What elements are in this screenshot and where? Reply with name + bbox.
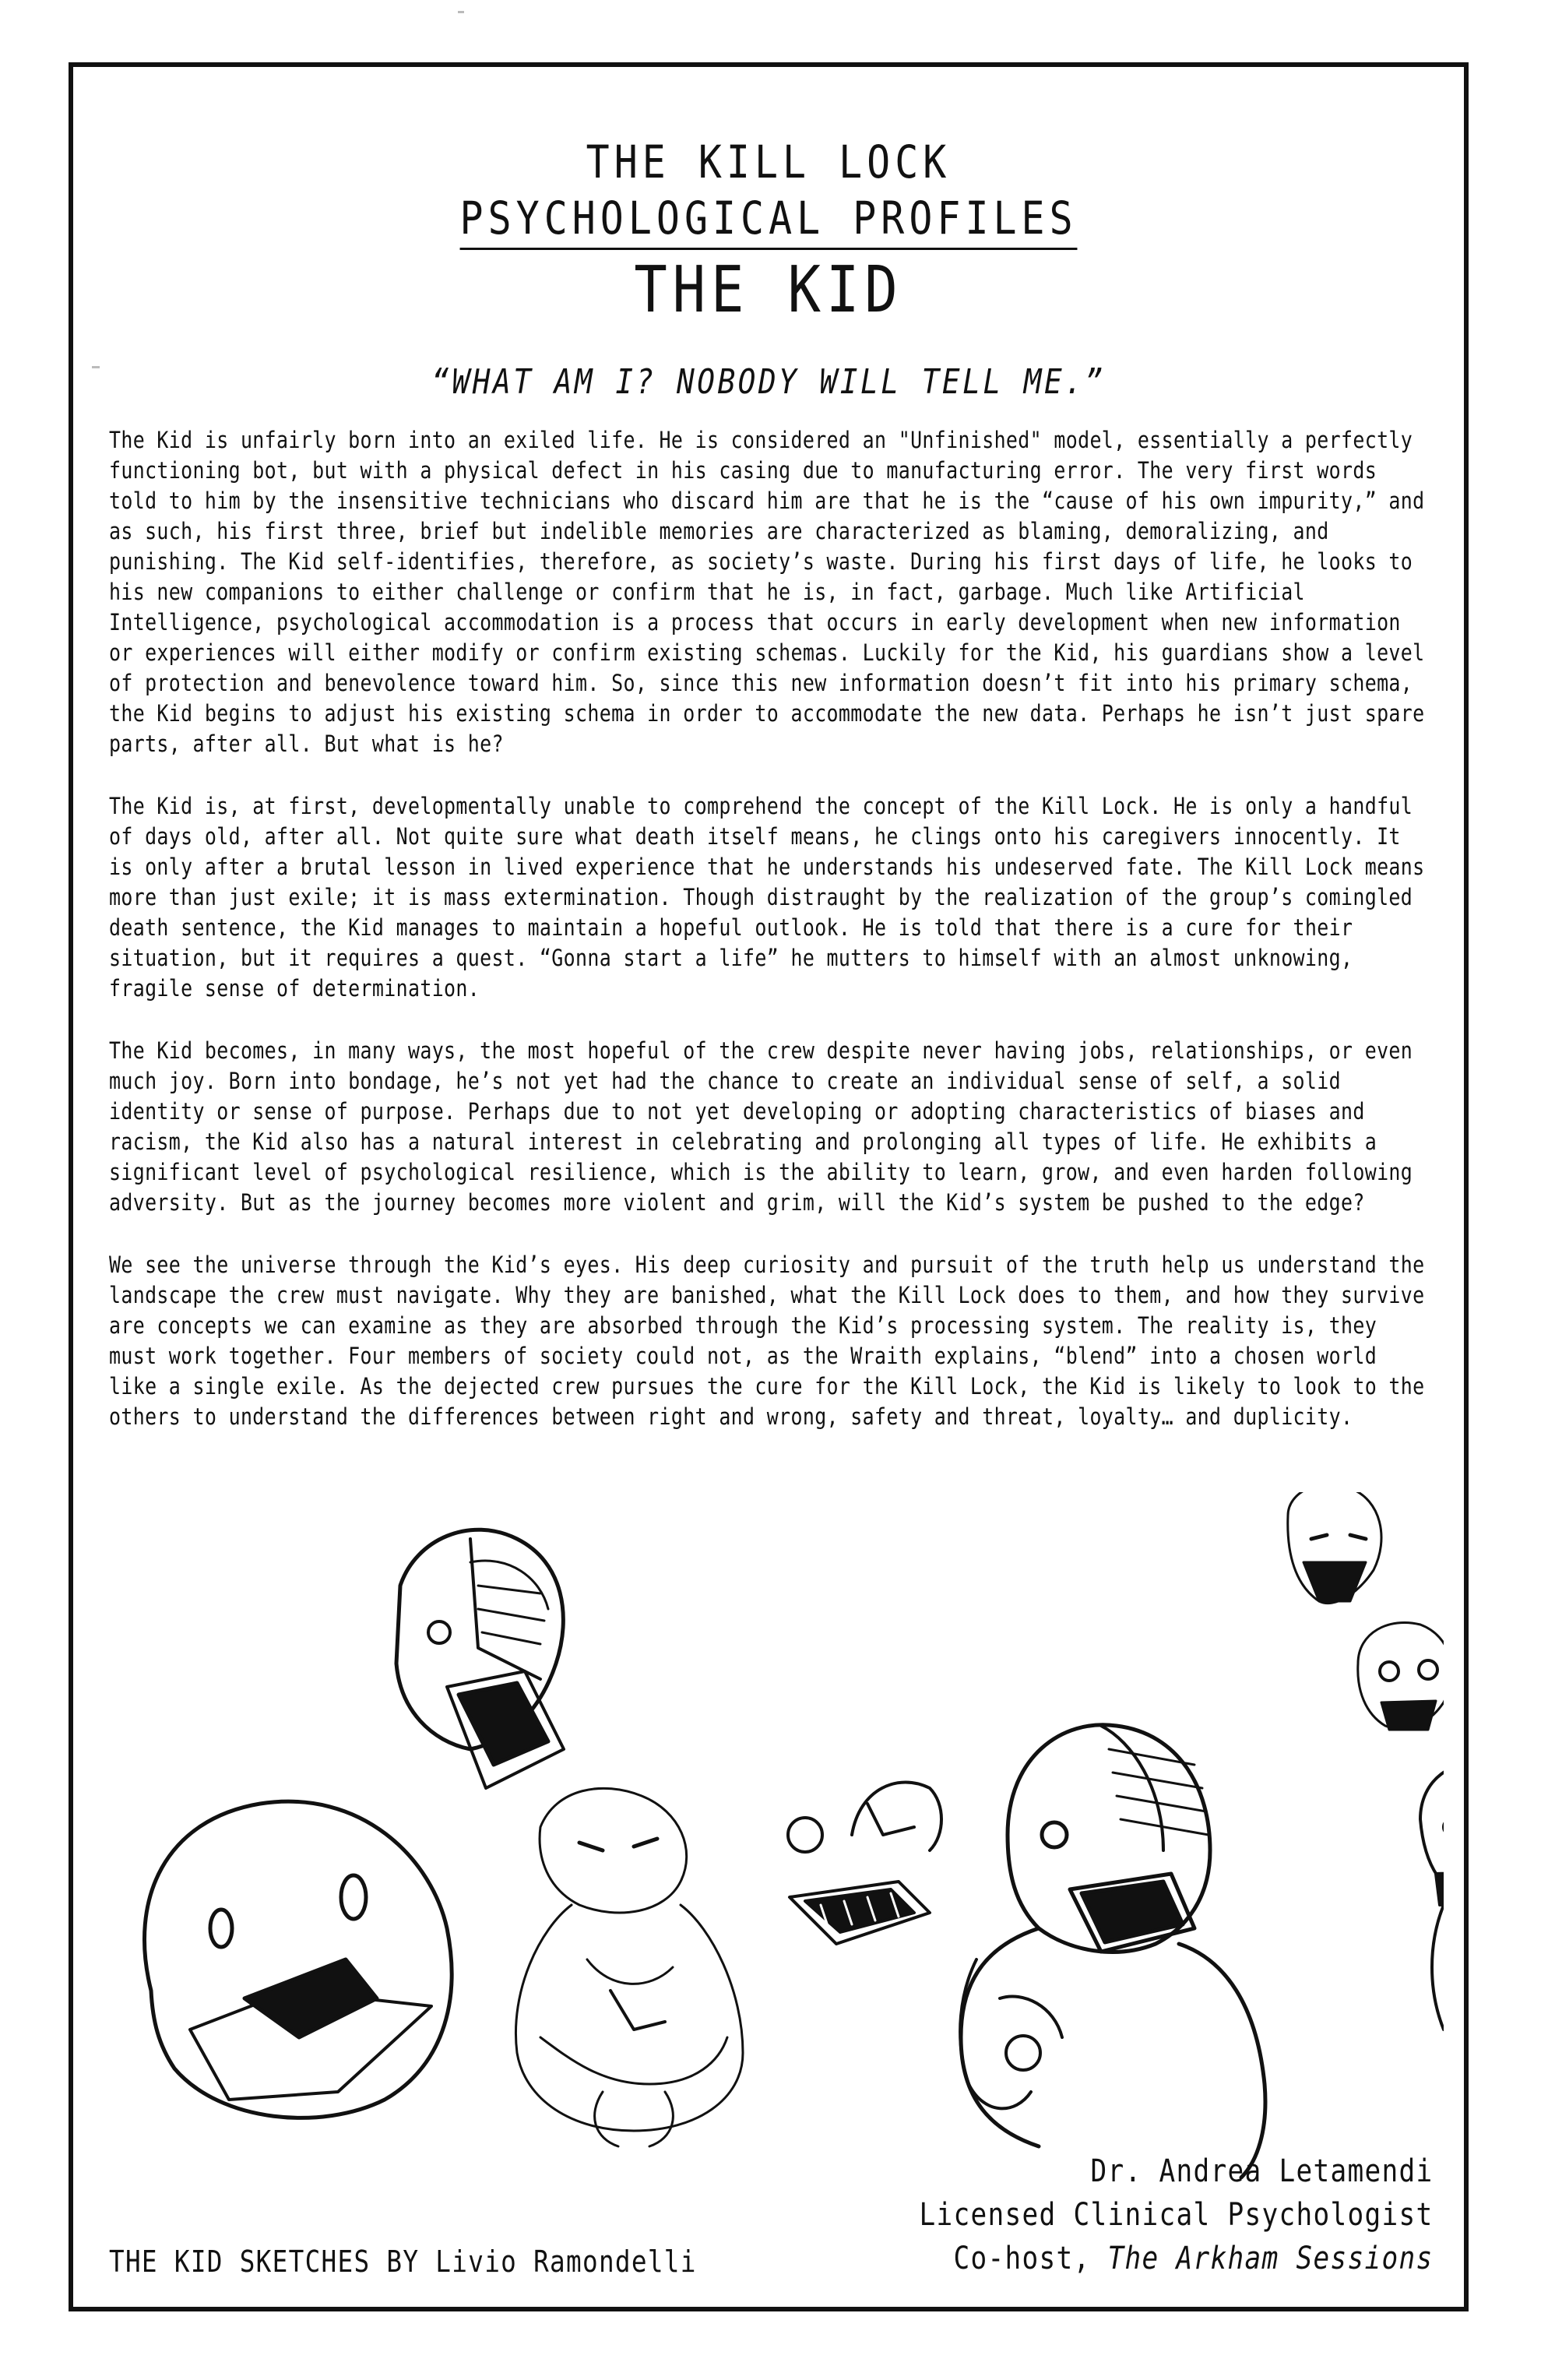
sketch-armored-kid	[960, 1725, 1265, 2178]
character-name: THE KID	[634, 253, 903, 327]
sketch-round-head	[144, 1801, 452, 2118]
sketch-helmet-head	[396, 1530, 564, 1788]
sketch-grill-face	[788, 1783, 941, 1945]
kid-sketches	[104, 1492, 1444, 2240]
paragraph-4: We see the universe through the Kid’s eyes. His deep curiosity and pursuit of the truth help us understand the landscape the crew must navigate. Why they are banished, what the Kill Lock does to them, and how they survive are concepts we can examine as they are absorbed through the Kid’s processing system. The reality is, they must work together. Four members of society could not, as the Wraith explains, “blend” into a chosen world like a single exile. As the dejected crew pursues the cure for the Kill Lock, the Kid is likely to look to the others to understand the differences between right and wrong, safety and threat, loyalty… and duplicity.	[109, 1252, 1425, 1430]
sketch-credit: THE KID SKETCHES BY Livio Ramondelli	[109, 2244, 697, 2279]
character-quote: “WHAT AM I? NOBODY WILL TELL ME.”	[431, 362, 1106, 402]
paragraph-1: The Kid is unfairly born into an exiled life. He is considered an "Unfinished" model, essentially a perfectly functioning bot, but with a physical defect in his casing due to manufacturing error. The very first words told to him by the insensitive technicians who discard him are that he is the “cause of his own impurity,” and as such, his first three, brief but indelible memories are characterized as blaming, demoralizing, and punishing. The Kid self-identifies, therefore, as society’s waste. During his first days of life, he looks to his new companions to either challenge or confirm that he is, in fact, garbage. Much like Artificial Intelligence, psychological accommodation is a process that occurs in early development when new information or experiences will either modify or confirm existing schemas. Luckily for the Kid, his guardians show a level of protection and benevolence toward him. So, since this new information doesn’t fit into his primary schema, the Kid begins to adjust his existing schema in order to accommodate the new data. Perhaps he isn’t just spare parts, after all. But what is he?	[109, 427, 1425, 757]
header	[73, 134, 1464, 402]
show-name: The Arkham Sessions	[1106, 2241, 1433, 2276]
sketch-kid-bust	[1420, 1763, 1444, 2037]
profile-body	[109, 425, 1433, 1464]
author-name: Dr. Andrea Letamendi	[1089, 2153, 1433, 2189]
paragraph-2: The Kid is, at first, developmentally unable to comprehend the concept of the Kill Lock. He is only a handful of days old, after all. Not quite sure what death itself means, he clings onto his caregivers innocently. It is only after a brutal lesson in lived experience that he understands his undeserved fate. The Kill Lock means more than just exile; it is mass extermination. Though distraught by the realization of the group’s comingled death sentence, the Kid manages to maintain a hopeful outlook. He is told that there is a cure for their situation, but it requires a quest. “Gonna start a life” he mutters to himself with an almost unknowing, fragile sense of determination.	[109, 793, 1425, 1002]
page-border	[69, 62, 1469, 2311]
author-title: Licensed Clinical Psychologist	[918, 2197, 1433, 2233]
cohost-prefix: Co-host,	[952, 2241, 1107, 2276]
series-title: THE KILL LOCK	[586, 136, 952, 188]
sketch-skull-middle	[1358, 1622, 1444, 1730]
profile-heading: PSYCHOLOGICAL PROFILES	[459, 190, 1077, 250]
sketch-skull-top	[1288, 1492, 1381, 1604]
paper-speck	[458, 11, 464, 13]
author-signature	[919, 2149, 1433, 2280]
paragraph-3: The Kid becomes, in many ways, the most hopeful of the crew despite never having jobs, relationships, or even much joy. Born into bondage, he’s not yet had the chance to create an individual sense of self, a solid identity or sense of purpose. Perhaps due to not yet developing or adopting characteristics of biases and racism, the Kid also has a natural interest in celebrating and prolonging all types of life. He exhibits a significant level of psychological resilience, which is the ability to learn, grow, and even harden following adversity. But as the journey becomes more violent and grim, will the Kid’s system be pushed to the edge?	[109, 1037, 1413, 1216]
author-cohost-line	[919, 2237, 1433, 2280]
sketch-crouched-kid	[515, 1788, 743, 2146]
